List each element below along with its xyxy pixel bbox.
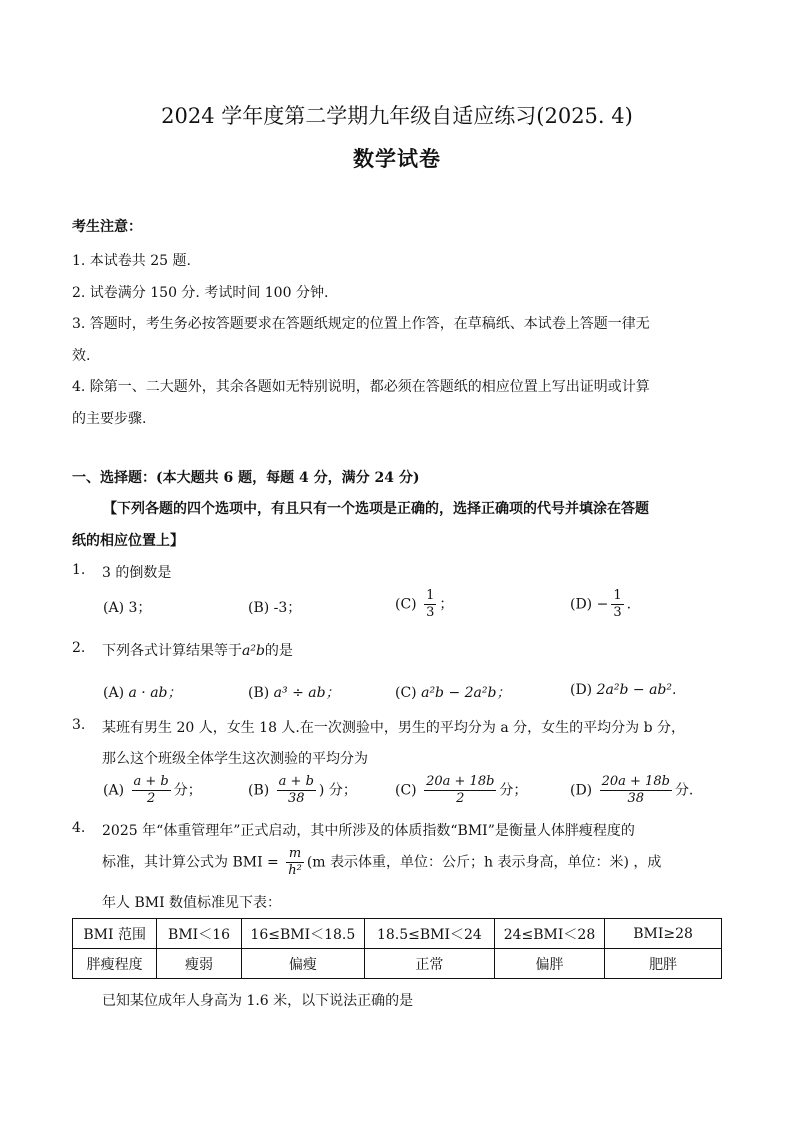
bmi-formula: $\frac{m}{\text{h²}}$: [288, 846, 302, 878]
notice-item: 4. 除第一、二大题外，其余各题如无特别说明，都必须在答题纸的相应位置上写出证明或计算: [72, 379, 650, 395]
fraction: $\frac{1}{3}$: [613, 588, 622, 620]
question-stem: 下列各式计算结果等于a²b的是: [102, 643, 293, 659]
table-cell: BMI≥28: [605, 919, 722, 949]
question-stem: 标准，其计算公式为 BMI = $\frac{m}{\text{h²}}$ (m 表示体重，单位：公斤；h 表示身高，单位：米) ，成: [102, 846, 662, 878]
bmi-table: [72, 918, 722, 979]
table-cell: BMI 范围: [73, 919, 157, 949]
fraction: $\frac{20a + 18b}{38}$: [601, 774, 670, 806]
option-c: (C) a²b − 2a²b；: [395, 685, 511, 701]
fraction: $\frac{a + b}{38}$: [278, 774, 314, 806]
option-c: (C) $\frac{20a + 18b}{2}$ 分；: [395, 774, 528, 806]
table-cell: 胖瘦程度: [73, 949, 157, 979]
fraction: $\frac{1}{3}$: [426, 588, 435, 620]
question-stem: 3 的倒数是: [102, 565, 172, 581]
option-a: (A) 3；: [103, 600, 152, 616]
option-a: (A) a · ab；: [103, 685, 182, 701]
question-number: 1.: [72, 562, 86, 578]
table-cell: 24≤BMI＜28: [494, 919, 604, 949]
option-b: (B) $\frac{a + b}{38}$ ) 分；: [248, 774, 357, 806]
question-number: 4.: [72, 820, 86, 836]
option-b: (B) a³ ÷ ab；: [248, 685, 340, 701]
question-stem: 某班有男生 20 人，女生 18 人.在一次测验中，男生的平均分为 a 分，女生的平均分为 b 分，: [102, 720, 685, 736]
notice-item: 2. 试卷满分 150 分. 考试时间 100 分钟.: [72, 285, 329, 301]
option-d: (D) − $\frac{1}{3}$ .: [570, 588, 632, 620]
section-instruction: 纸的相应位置上】: [72, 533, 184, 549]
option-d: (D) 2a²b − ab².: [570, 682, 677, 698]
table-row: [73, 949, 722, 979]
notice-item: 3. 答题时，考生务必按答题要求在答题纸规定的位置上作答，在草稿纸、本试卷上答题一律无: [72, 316, 650, 332]
option-c: (C) $\frac{1}{3}$ ；: [395, 588, 454, 620]
notice-item: 1. 本试卷共 25 题.: [72, 253, 191, 269]
notice-item: 的主要步骤.: [72, 411, 147, 427]
section-instruction: 【下列各题的四个选项中，有且只有一个选项是正确的，选择正确项的代号并填涂在答题: [103, 501, 649, 517]
page-title: 2024 学年度第二学期九年级自适应练习(2025. 4): [161, 104, 633, 128]
option-a: (A) $\frac{a + b}{2}$ 分；: [103, 774, 202, 806]
notice-heading: 考生注意：: [72, 219, 142, 235]
option-b: (B) -3；: [248, 600, 302, 616]
table-cell: 偏胖: [494, 949, 604, 979]
question-stem: 那么这个班级全体学生这次测验的平均分为: [102, 751, 368, 767]
table-cell: 18.5≤BMI＜24: [365, 919, 495, 949]
question-number: 3.: [72, 717, 86, 733]
option-d: (D) $\frac{20a + 18b}{38}$ 分.: [570, 774, 694, 806]
fraction: $\frac{20a + 18b}{2}$: [426, 774, 495, 806]
table-cell: 瘦弱: [157, 949, 241, 979]
table-row: [73, 919, 722, 949]
question-number: 2.: [72, 640, 86, 656]
table-cell: BMI＜16: [157, 919, 241, 949]
table-cell: 16≤BMI＜18.5: [241, 919, 364, 949]
question-stem: 2025 年“体重管理年”正式启动，其中所涉及的体质指数“BMI”是衡量人体胖瘦程度的: [102, 823, 635, 839]
question-stem: 已知某位成年人身高为 1.6 米，以下说法正确的是: [102, 993, 414, 1009]
section-heading: 一、选择题：(本大题共 6 题，每题 4 分，满分 24 分): [72, 470, 420, 486]
notice-item: 效.: [72, 348, 91, 364]
fraction: $\frac{a + b}{2}$: [133, 774, 169, 806]
page-subtitle: 数学试卷: [353, 146, 441, 171]
question-stem: 年人 BMI 数值标准见下表：: [102, 895, 282, 911]
table-cell: 偏瘦: [241, 949, 364, 979]
table-cell: 肥胖: [605, 949, 722, 979]
table-cell: 正常: [365, 949, 495, 979]
